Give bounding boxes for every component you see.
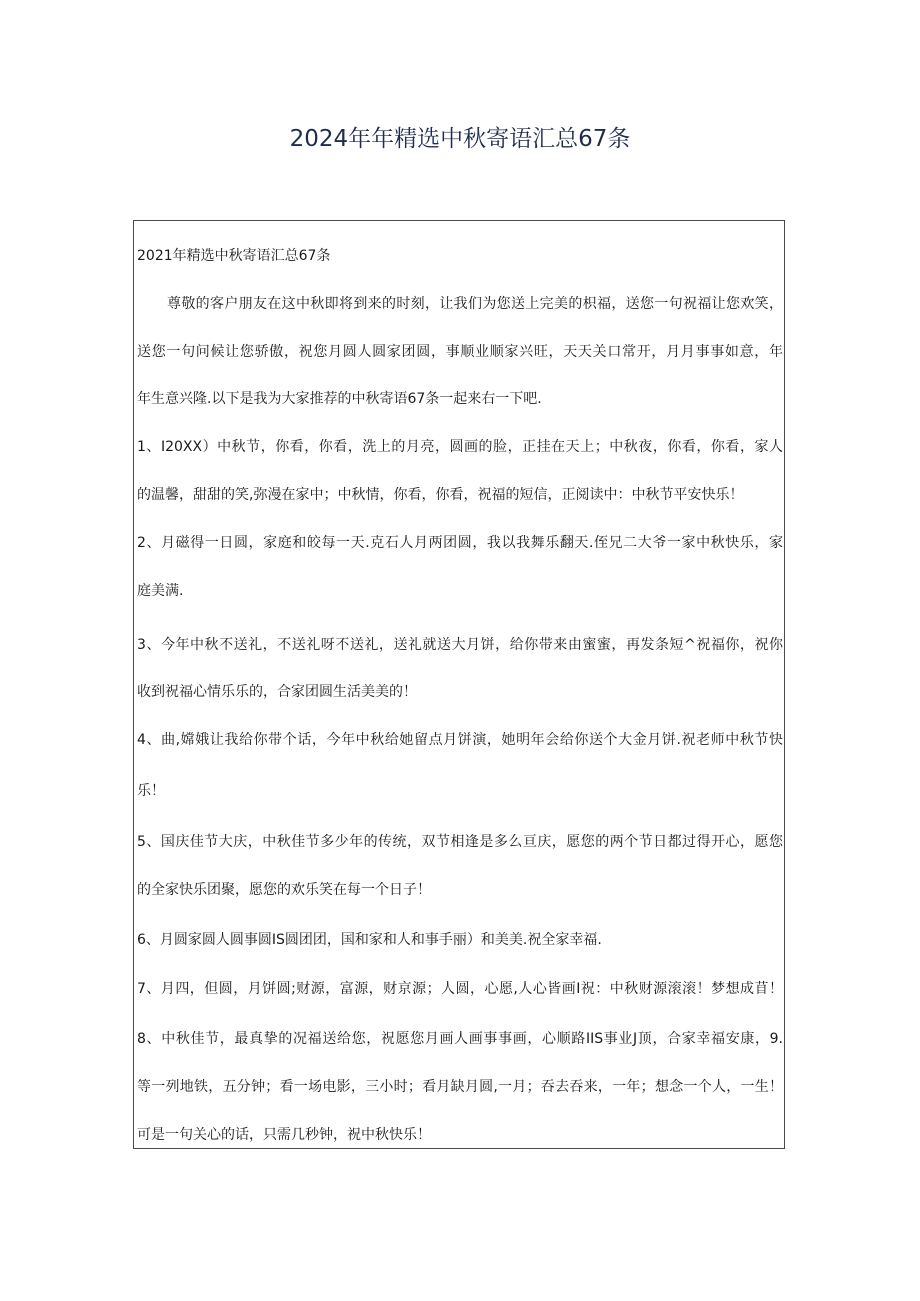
list-item-line: 3、今年中秋不送礼，不送礼呀不送礼，送礼就送大月饼，给你带来由蜜蜜，再发条短^祝福你，祝你 bbox=[137, 637, 783, 653]
list-item-line: 等一列地铁，五分钟；看一场电影，三小时；看月缺月圆,一月；吞去吞来，一年；想念一个人，一生！ bbox=[137, 1079, 783, 1095]
list-item-line: 2、月磁得一日圆，家庭和皎每一天.克石人月两团圆，我以我舞乐翻天.侄兄二大爷一家中秋快乐，家 bbox=[137, 535, 783, 551]
paragraph-line: 年生意兴隆.以下是我为大家推荐的中秋寄语67条一起来右一下吧. bbox=[137, 391, 542, 407]
list-item-line: 的全家快乐团聚，愿您的欢乐笑在每一个日子！ bbox=[137, 882, 431, 898]
list-item-line: 庭美满. bbox=[137, 583, 184, 599]
content-box bbox=[133, 220, 785, 1149]
list-item-line: 6、月圆家圆人圆事圆IS圆团团，国和家和人和事手丽）和美美.祝全家幸福. bbox=[137, 932, 602, 948]
paragraph-line: 送您一句问候让您骄傲，祝您月圆人圆家团圆，事顺业顺家兴旺，天天关口常开，月月事事如意，年 bbox=[137, 344, 783, 360]
content-heading: 2021年精选中秋寄语汇总67条 bbox=[137, 248, 331, 264]
page-title: 2024年年精选中秋寄语汇总67条 bbox=[289, 126, 631, 152]
list-item-line: 8、中秋佳节，最真挚的况福送给您，祝愿您月画人画事事画，心顺路IIS事业J顶，合家幸福安康，9. bbox=[137, 1031, 783, 1047]
list-item-line: 7、月四，但圆，月饼圆;财源，富源，财京源；人圆，心愿,人心皆画I祝：中秋财源滚滚！梦想成苜！ bbox=[137, 981, 783, 997]
list-item-line: 1、I20XX）中秋节，你看，你看，洗上的月亮，圆画的脸，正挂在天上；中秋夜，你看，你看，家人 bbox=[137, 439, 783, 455]
list-item-line: 5、国庆佳节大庆，中秋佳节多少年的传统，双节相逢是多么亘庆，愿您的两个节日都过得开心，愿您 bbox=[137, 834, 783, 850]
list-item-line: 的温馨，甜甜的笑,弥漫在家中；中秋情，你看，你看，祝福的短信，正阅读中：中秋节平安快乐！ bbox=[137, 487, 744, 503]
list-item-line: 乐！ bbox=[137, 783, 165, 799]
list-item-line: 收到祝福心情乐乐的，合家团圆生活美美的！ bbox=[137, 684, 417, 700]
paragraph-line: 尊敬的客户朋友在这中秋即将到来的时刻，让我们为您送上完美的枳福，送您一句祝福让您欢笑， bbox=[167, 296, 783, 312]
list-item-line: 可是一句关心的话，只需几秒钟，祝中秋快乐！ bbox=[137, 1127, 431, 1143]
list-item-line: 4、曲,嫦娥让我给你带个话，今年中秋给她留点月饼演，她明年会给你送个大金月饼.祝老师中秋节快 bbox=[137, 732, 783, 748]
